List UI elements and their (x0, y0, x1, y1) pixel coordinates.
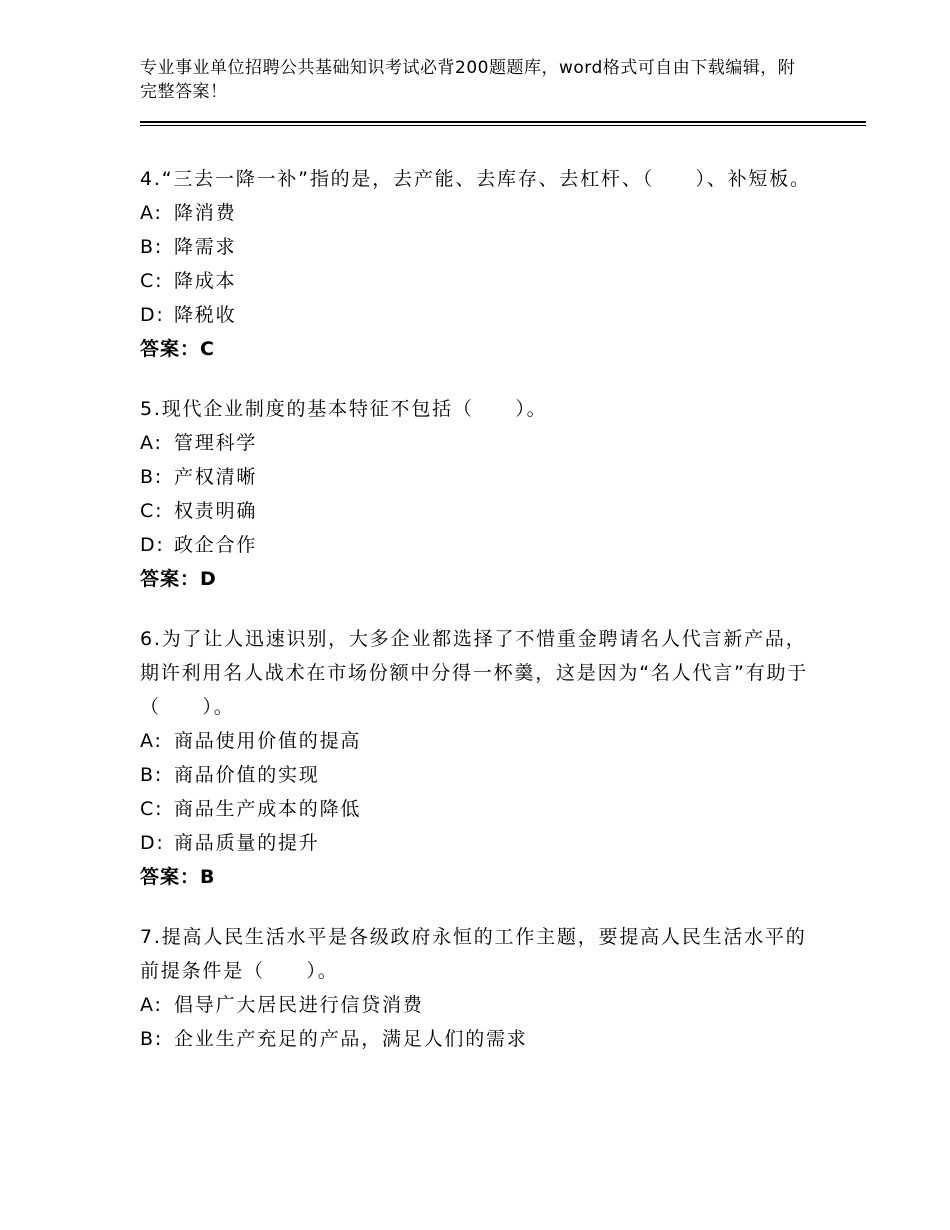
option-a (140, 724, 820, 758)
option-letter: B: (140, 764, 164, 786)
option-a (140, 196, 820, 230)
option-b (140, 460, 820, 494)
option-letter: D: (140, 534, 165, 556)
question-stem: 5.现代企业制度的基本特征不包括（ ）。 (140, 398, 548, 420)
option-text: 降成本 (174, 270, 237, 292)
option-text: 企业生产充足的产品，满足人们的需求 (174, 1028, 528, 1050)
option-a (140, 426, 820, 460)
option-letter: C: (140, 500, 164, 522)
option-letter: C: (140, 270, 164, 292)
option-b (140, 758, 820, 792)
answer-label: 答案：C (140, 338, 215, 360)
option-letter: B: (140, 236, 164, 258)
option-b (140, 230, 820, 264)
option-letter: B: (140, 466, 164, 488)
option-letter: D: (140, 304, 165, 326)
question-7 (140, 920, 820, 1056)
option-letter: C: (140, 798, 164, 820)
option-text: 降需求 (174, 236, 237, 258)
question-stem: 6.为了让人迅速识别，大多企业都选择了不惜重金聘请名人代言新产品，期许利用名人战术在市场份额中分得一杯羹，这是因为“名人代言”有助于（ ）。 (140, 628, 809, 718)
question-stem: 4.“三去一降一补”指的是，去产能、去库存、去杠杆、（ ）、补短板。 (140, 168, 811, 190)
option-letter: B: (140, 1028, 164, 1050)
option-c (140, 264, 820, 298)
question-list (140, 162, 820, 1082)
option-letter: D: (140, 832, 165, 854)
option-text: 产权清晰 (174, 466, 258, 488)
question-4 (140, 162, 820, 366)
header-rule-thin (140, 125, 866, 126)
option-text: 政企合作 (174, 534, 258, 556)
option-text: 倡导广大居民进行信贷消费 (174, 994, 424, 1016)
answer-label: 答案：B (140, 866, 216, 888)
option-d (140, 826, 820, 860)
question-6 (140, 622, 820, 894)
option-letter: A: (140, 730, 163, 752)
option-text: 权责明确 (174, 500, 258, 522)
option-d (140, 298, 820, 332)
option-c (140, 494, 820, 528)
option-letter: A: (140, 202, 163, 224)
option-c (140, 792, 820, 826)
option-text: 商品生产成本的降低 (174, 798, 362, 820)
option-text: 降税收 (174, 304, 237, 326)
option-text: 降消费 (174, 202, 237, 224)
option-d (140, 528, 820, 562)
option-letter: A: (140, 994, 163, 1016)
option-a (140, 988, 820, 1022)
question-5 (140, 392, 820, 596)
option-text: 管理科学 (174, 432, 258, 454)
document-header: 专业事业单位招聘公共基础知识考试必背200题题库，word格式可自由下载编辑，附完整答案！ (140, 58, 796, 102)
option-text: 商品质量的提升 (174, 832, 320, 854)
header-rule-thick (140, 121, 866, 123)
option-text: 商品价值的实现 (174, 764, 320, 786)
option-b (140, 1022, 820, 1056)
option-text: 商品使用价值的提高 (174, 730, 362, 752)
option-letter: A: (140, 432, 163, 454)
answer-label: 答案：D (140, 568, 217, 590)
question-stem: 7.提高人民生活水平是各级政府永恒的工作主题，要提高人民生活水平的前提条件是（ ）。 (140, 926, 807, 982)
